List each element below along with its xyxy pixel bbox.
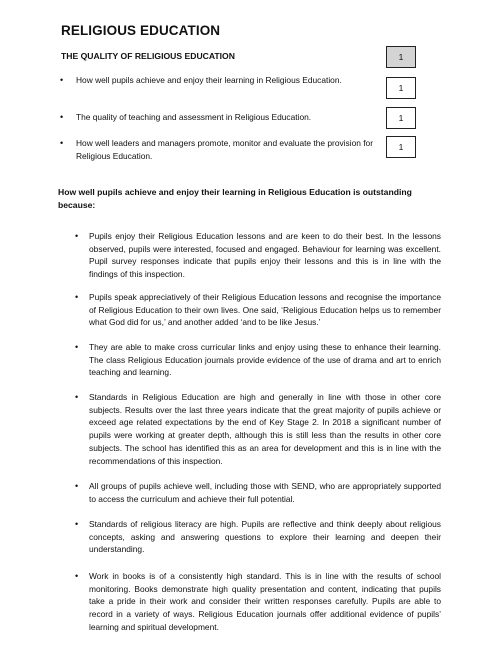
achievement-heading: How well pupils achieve and enjoy their learning in Religious Education is outstanding because: xyxy=(58,187,412,210)
finding-item xyxy=(75,480,441,505)
finding-text: Pupils enjoy their Religious Education lessons and are keen to do their best. In the lessons observed, pupils were interested, focused and engaged. Behaviour for learning was excellent. Pupil survey responses indicate that pupils enjoy their lessons and this is in line with the findings of this inspection. xyxy=(89,231,441,280)
criterion-grade-box: 1 xyxy=(386,136,416,158)
bullet-icon: • xyxy=(75,342,79,352)
finding-text: Pupils speak appreciatively of their Religious Education lessons and recognise the importance of Religious Education to their own lives. One said, ‘Religious Education helps us to remember what God did for us,’ and another added ‘and to be like Jesus.’ xyxy=(89,292,441,328)
criterion-text: How well leaders and managers promote, monitor and evaluate the provision for Religious Education. xyxy=(76,138,374,161)
finding-item xyxy=(75,570,441,634)
finding-item xyxy=(75,230,441,281)
bullet-icon: • xyxy=(75,519,79,529)
bullet-icon: • xyxy=(75,481,79,491)
criterion-grade-box: 1 xyxy=(386,107,416,129)
criterion-text: The quality of teaching and assessment in Religious Education. xyxy=(76,112,312,122)
bullet-icon: • xyxy=(60,138,64,148)
bullet-icon: • xyxy=(75,292,79,302)
finding-text: They are able to make cross curricular links and enjoy using these to enhance their learning. The class Religious Education journals provide evidence of the use of drama and art to enrich teaching and learning. xyxy=(89,342,441,378)
criterion-item xyxy=(60,111,376,124)
bullet-icon: • xyxy=(60,75,64,85)
finding-item xyxy=(75,518,441,556)
bullet-icon: • xyxy=(75,231,79,241)
bullet-icon: • xyxy=(75,392,79,402)
finding-text: Standards of religious literacy are high. Pupils are reflective and think deeply about religious concepts, asking and answering questions to explore their learning and deepen their understanding. xyxy=(89,519,441,555)
overall-grade-box: 1 xyxy=(386,46,416,68)
finding-text: Work in books is of a consistently high standard. This is in line with the results of school monitoring. Books demonstrate high quality presentation and content, indicating that pupils take a pride in their work and consider their written responses carefully. Pupils are able to record in a variety of ways. Religious Education journals offer additional evidence of pupils’ learning and spiritual development. xyxy=(89,571,441,632)
finding-text: Standards in Religious Education are high and generally in line with those in other core subjects. Results over the last three years indicate that the great majority of pupils achieve or exceed age related expectations by the end of Key Stage 2. In 2018 a significant number of pupils were working at greater depth, although this is still less than the results in other core subjects. The school has identified this as an area for development and this is in line with the recommendations of this inspection. xyxy=(89,392,441,466)
bullet-icon: • xyxy=(75,571,79,581)
finding-item xyxy=(75,391,441,467)
criterion-text: How well pupils achieve and enjoy their learning in Religious Education. xyxy=(76,75,342,85)
criterion-item xyxy=(60,137,376,162)
finding-item xyxy=(75,291,441,329)
page-title: RELIGIOUS EDUCATION xyxy=(61,23,221,38)
quality-heading: THE QUALITY OF RELIGIOUS EDUCATION xyxy=(61,51,235,61)
finding-text: All groups of pupils achieve well, including those with SEND, who are appropriately supported to access the curriculum and achieve their full potential. xyxy=(89,481,441,504)
criterion-grade-box: 1 xyxy=(386,77,416,99)
bullet-icon: • xyxy=(60,112,64,122)
criterion-item xyxy=(60,74,376,87)
finding-item xyxy=(75,341,441,379)
